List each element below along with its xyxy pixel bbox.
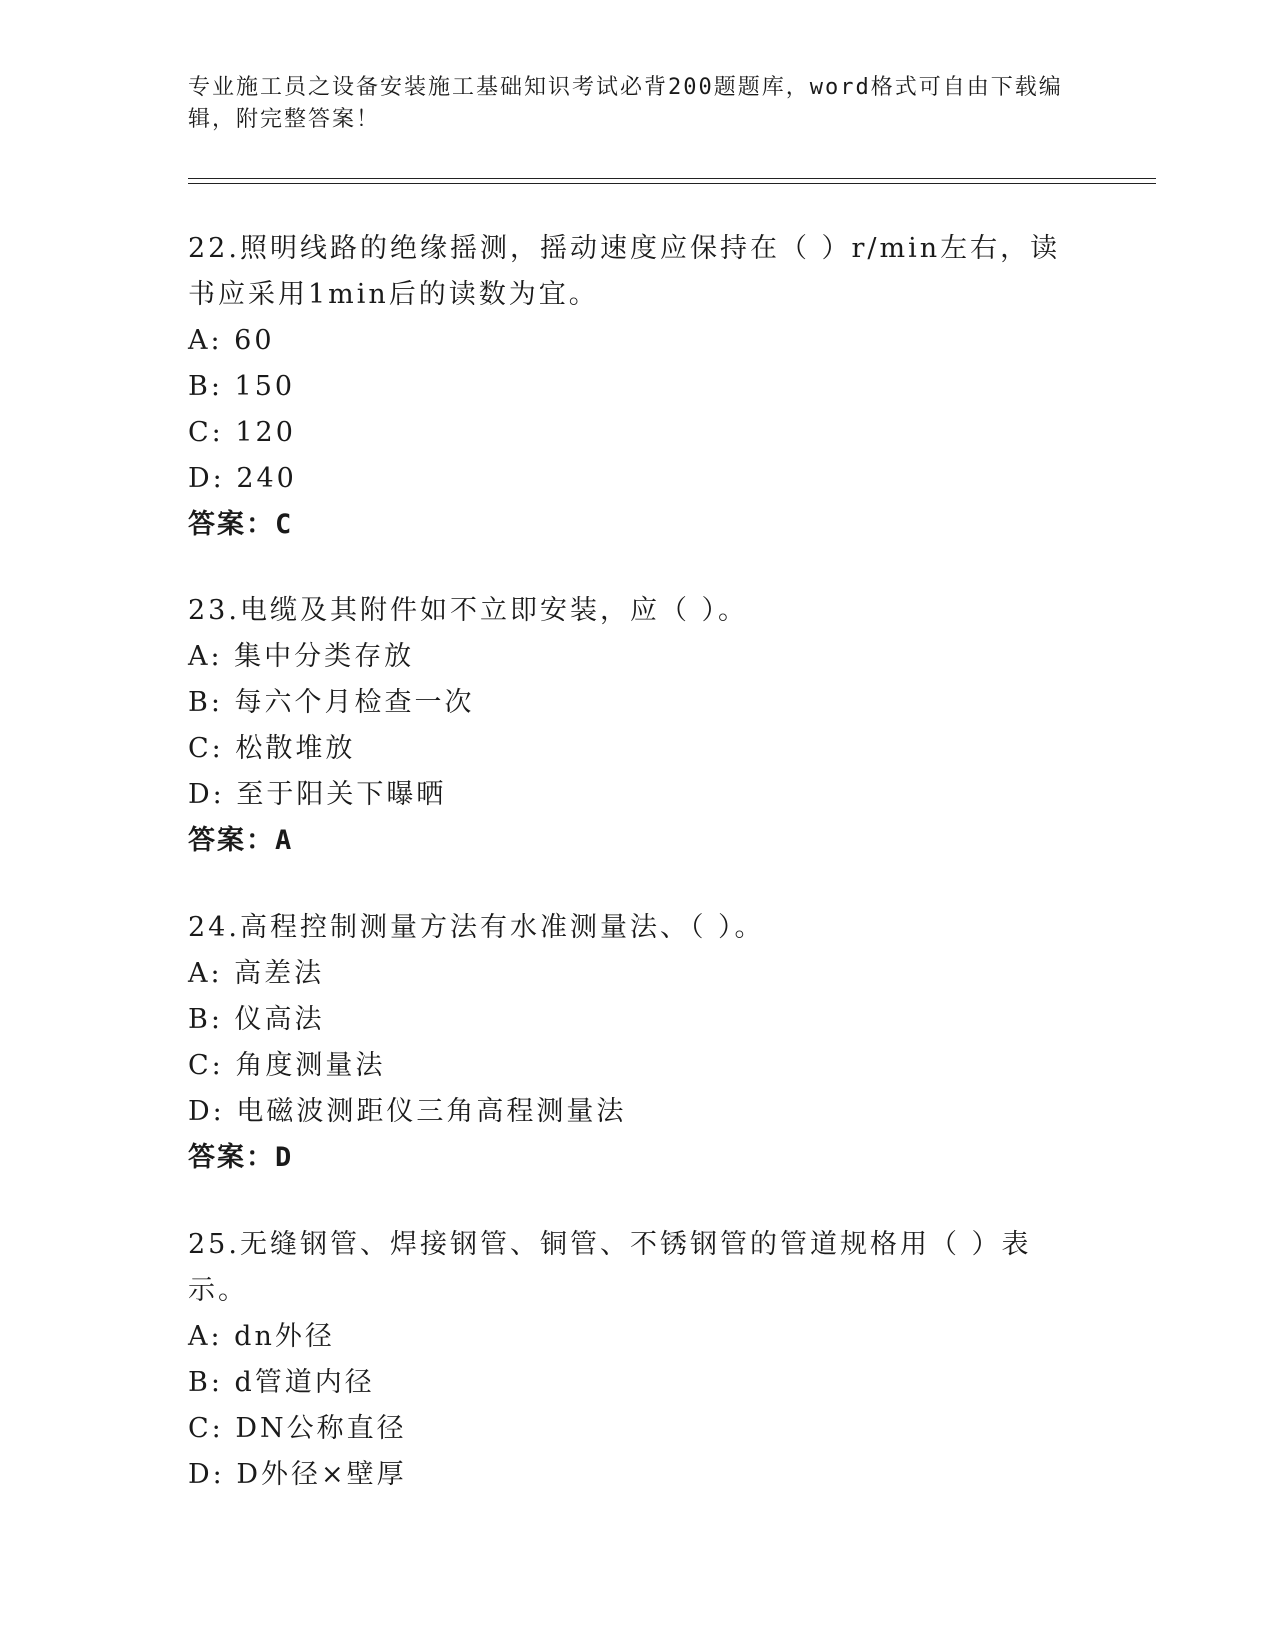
answer: 答案：D: [188, 1142, 294, 1173]
question-stem: 23.电缆及其附件如不立即安装，应（ ）。: [188, 595, 749, 626]
option-a: A: 高差法: [188, 958, 325, 989]
option-c: C: DN公称直径: [188, 1413, 407, 1444]
option-d: D: 240: [188, 463, 297, 494]
question-25: [188, 1222, 1088, 1498]
answer: 答案：C: [188, 509, 294, 540]
option-b: B: 每六个月检查一次: [188, 687, 475, 718]
option-c: C: 角度测量法: [188, 1050, 386, 1081]
header-divider-top: [188, 178, 1156, 179]
option-b: B: d管道内径: [188, 1367, 375, 1398]
option-d: D: 电磁波测距仪三角高程测量法: [188, 1096, 627, 1127]
question-stem: 22.照明线路的绝缘摇测，摇动速度应保持在（ ）r/min左右，读书应采用1min后的读数为宜。: [188, 233, 1061, 310]
option-a: A: 集中分类存放: [188, 641, 415, 672]
question-stem: 24.高程控制测量方法有水准测量法、（ ）。: [188, 912, 765, 943]
question-stem: 25.无缝钢管、焊接钢管、铜管、不锈钢管的管道规格用（ ）表示。: [188, 1229, 1032, 1306]
option-b: B: 150: [188, 371, 296, 402]
option-d: D: 至于阳关下曝晒: [188, 779, 447, 810]
question-23: [188, 588, 1088, 864]
option-d: D: D外径×壁厚: [188, 1459, 407, 1490]
question-22: [188, 226, 1088, 548]
document-header: 专业施工员之设备安装施工基础知识考试必背200题题库，word格式可自由下载编辑，附完整答案！: [188, 75, 1063, 132]
option-a: A: 60: [188, 325, 275, 356]
question-24: [188, 905, 1088, 1181]
answer: 答案：A: [188, 825, 294, 856]
option-c: C: 120: [188, 417, 296, 448]
header-divider-bottom: [188, 183, 1156, 184]
option-a: A: dn外径: [188, 1321, 335, 1352]
option-c: C: 松散堆放: [188, 733, 356, 764]
option-b: B: 仪高法: [188, 1004, 325, 1035]
